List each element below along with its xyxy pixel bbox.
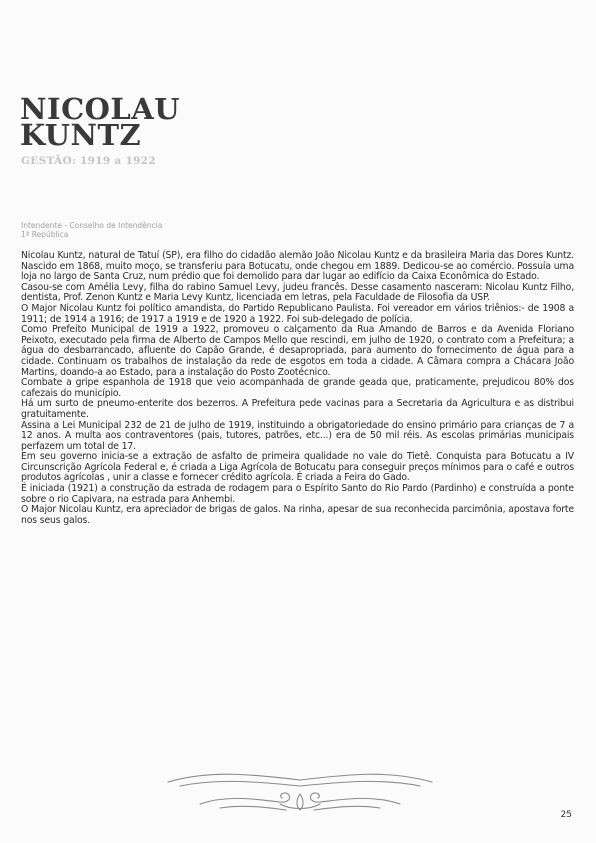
paragraph: O Major Nicolau Kuntz foi político amandista, do Partido Republicano Paulista. Foi vereador em vários triênios:- de 1908 a 1911; de 1914 a 1916; de 1917 a 1919 e de 1920 a 1922. Foi sub-delegado de polícia. — [21, 302, 574, 325]
title-line-last-name: KUNTZ — [20, 118, 142, 152]
role-era: 1ª República — [21, 230, 69, 239]
role-caption — [21, 221, 162, 239]
paragraph: O Major Nicolau Kuntz, era apreciador de brigas de galos. Na rinha, apesar de sua reconhecida parcimônia, apostava forte nos seus galos. — [21, 504, 574, 526]
role-office: Intendente - Conselho de Intendência — [21, 221, 163, 230]
term-period — [21, 155, 156, 167]
paragraph: Casou-se com Amélia Levy, filha do rabino Samuel Levy, judeu francês. Desse casamento nasceram: Nicolau Kuntz Filho, dentista, Prof. Zenon Kuntz e Maria Levy Kuntz, licenciada em letras, pela Faculdade de Filosofia da USP. — [21, 281, 574, 304]
biography-text — [21, 251, 574, 526]
paragraph: Como Prefeito Municipal de 1919 a 1922, promoveu o calçamento da Rua Amando de Barros e da Avenida Floriano Peixoto, executado pela firma de Alberto de Campos Mello que rescindi, em julho de 1920, o contrato com a Prefeitura; a água do desbarrancado, afluente do Capão Grande, é desapropriada, para aumento do fornecimento de água para a cidade. Continuam os trabalhos de instalação da rede de esgotos em toda a cidade. A Câmara compra a Chácara João Martins, doando-a ao Estado, para a instalação do Posto Zootécnico. — [21, 324, 574, 378]
paragraph: Assina a Lei Municipal 232 de 21 de julho de 1919, instituindo a obrigatoriedade do ensino primário para crianças de 7 a 12 anos. A multa aos contraventores (pais, tutores, patrões, etc...) era de 50 mil réis. As escolas primárias municipais perfazem um total de 17. — [21, 419, 574, 452]
paragraph: Combate a gripe espanhola de 1918 que veio acompanhada de grande geada que, praticamente, prejudicou 80% dos cafezais do município. — [21, 377, 574, 399]
page-number: 25 — [560, 810, 572, 820]
flourish-ornament-icon — [160, 764, 440, 820]
paragraph: Em seu governo inicia-se a extração de asfalto de primeira qualidade no vale do Tietê. Conquista para Botucatu a IV Circunscrição Agrícola Federal e, é criada a Liga Agrícola de Botucatu para conseguir preços mínimos para o café e outros produtos agrícolas , unir a classe e fornecer crédito agrícola. É criada a Feira do Gado. — [21, 451, 574, 484]
page-title — [20, 92, 181, 152]
paragraph: Há um surto de pneumo-enterite dos bezerros. A Prefeitura pede vacinas para a Secretaria da Agricultura e as distribui gratuitamente. — [21, 398, 574, 420]
title-line-first-name: NICOLAU — [20, 92, 181, 126]
term-label: GESTÃO: — [21, 155, 77, 167]
paragraph: Nicolau Kuntz, natural de Tatuí (SP), era filho do cidadão alemão João Nicolau Kuntz e da brasileira Maria das Dores Kuntz. Nascido em 1868, muito moço, se transferiu para Botucatu, onde chegou em 1889. Dedicou-se ao comércio. Possuía uma loja no largo de Santa Cruz, num prédio que foi demolido para dar lugar ao edifício da Caixa Econômica do Estado. — [21, 250, 574, 283]
paragraph: É iniciada (1921) a construção da estrada de rodagem para o Espírito Santo do Rio Pardo (Pardinho) e construída a ponte sobre o rio Capivara, na estrada para Anhembi. — [21, 483, 574, 505]
term-years: 1919 a 1922 — [80, 155, 156, 167]
